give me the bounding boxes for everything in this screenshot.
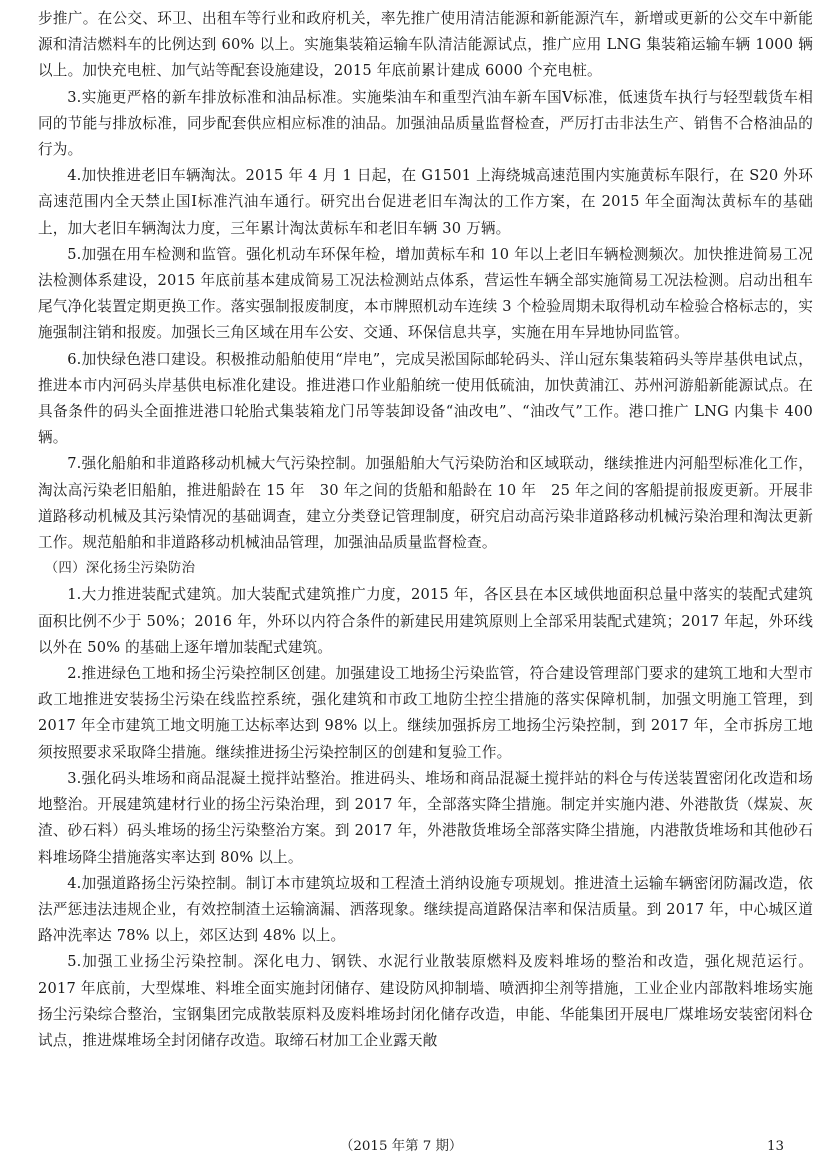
- section-heading-dust-control: （四）深化扬尘污染防治: [44, 561, 196, 577]
- paragraph-dock-yard-concrete: 3.强化码头堆场和商品混凝土搅拌站整治。推进码头、堆场和商品混凝土搅拌站的料仓与传送装置密闭化改造和场地整治。开展建筑建材行业的扬尘污染治理，到 2017 年，全部落实降尘措施。制定并实施内港、外港散货（煤炭、灰渣、砂石料）码头堆场的扬尘污染整治方案。到 2017 年，外港散货堆场全部落实降尘措施，内港散货堆场和其他砂石料堆场降尘措施落实率达到 80% 以上。: [38, 769, 813, 866]
- paragraph-in-use-vehicle-inspection: 5.加强在用车检测和监管。强化机动车环保年检，增加黄标车和 10 年以上老旧车辆检测频次。加快推进简易工况法检测体系建设，2015 年底前基本建成简易工况法检测站点体系，营运性车辆全部实施简易工况法检测。启动出租车尾气净化装置定期更换工作。落实强制报废制度，本市牌照机动车连续 3 个检验周期未取得机动车检验合格标志的，实施强制注销和报废。加强长三角区域在用车公安、交通、环保信息共享，实施在用车异地协同监管。: [38, 245, 813, 342]
- page-number: 13: [767, 1139, 785, 1154]
- issue-label: （2015 年第 7 期）: [340, 1139, 463, 1154]
- paragraph-old-vehicle-elimination: 4.加快推进老旧车辆淘汰。2015 年 4 月 1 日起，在 G1501 上海绕城高速范围内实施黄标车限行，在 S20 外环高速范围内全天禁止国Ⅰ标准汽油车通行。研究出台促进老旧车淘汰的工作方案，在 2015 年全面淘汰黄标车的基础上，加大老旧车辆淘汰力度，三年累计淘汰黄标车和老旧车辆 30 万辆。: [38, 167, 813, 237]
- paragraph-green-port: 6.加快绿色港口建设。积极推动船舶使用“岸电”，完成吴淞国际邮轮码头、洋山冠东集装箱码头等岸基供电试点，推进本市内河码头岸基供电标准化建设。推进港口作业船舶统一使用低硫油，加快黄浦江、苏州河游船新能源试点。在具备条件的码头全面推进港口轮胎式集装箱龙门吊等装卸设备“油改电”、“油改气”工作。港口推广 LNG 内集卡 400 辆。: [38, 350, 813, 447]
- paragraph-ship-machinery-control: 7.强化船舶和非道路移动机械大气污染控制。加强船舶大气污染防治和区域联动，继续推进内河船型标准化工作，淘汰高污染老旧船舶，推进船龄在 15 年 30 年之间的货船和船龄在 10 年 25 年之间的客船提前报废更新。开展非道路移动机械及其污染情况的基础调查，建立分类登记管理制度，研究启动高污染非道路移动机械污染治理和淘汰更新工作。规范船舶和非道路移动机械油品管理，加强油品质量监督检查。: [38, 455, 813, 552]
- page-footer: [0, 1136, 827, 1158]
- paragraph-road-dust-control: 4.加强道路扬尘污染控制。制订本市建筑垃圾和工程渣土消纳设施专项规划。推进渣土运输车辆密闭防漏改造，依法严惩违法违规企业，有效控制渣土运输滴漏、洒落现象。继续提高道路保洁率和保洁质量。到 2017 年，中心城区道路冲洗率达 78% 以上，郊区达到 48% 以上。: [38, 874, 813, 945]
- paragraph-prefab-buildings: 1.大力推进装配式建筑。加大装配式建筑推广力度，2015 年，各区县在本区域供地面积总量中落实的装配式建筑面积比例不少于 50%；2016 年，外环以内符合条件的新建民用建筑原则上全部采用装配式建筑；2017 年起，外环线以外在 50% 的基础上逐年增加装配式建筑。: [38, 586, 813, 656]
- paragraph-continuation: 步推广。在公交、环卫、出租车等行业和政府机关，率先推广使用清洁能源和新能源汽车，新增或更新的公交车中新能源和清洁燃料车的比例达到 60% 以上。实施集装箱运输车队清洁能源试点，推广应用 LNG 集装箱运输车辆 1000 辆以上。加快充电桩、加气站等配套设施建设，2015 年底前累计建成 6000 个充电桩。: [38, 10, 813, 80]
- paragraph-vehicle-emission-standards: 3.实施更严格的新车排放标准和油品标准。实施柴油车和重型汽油车新车国Ⅴ标准，低速货车执行与轻型载货车相同的节能与排放标准，同步配套供应相应标准的油品。加强油品质量监督检查，严厉打击非法生产、销售不合格油品的行为。: [38, 88, 813, 159]
- paragraph-green-construction-sites: 2.推进绿色工地和扬尘污染控制区创建。加强建设工地扬尘污染监管，符合建设管理部门要求的建筑工地和大型市政工地推进安装扬尘污染在线监控系统，强化建筑和市政工地防尘控尘措施的落实保障机制，加强文明施工管理，到 2017 年全市建筑工地文明施工达标率达到 98% 以上。继续加强拆房工地扬尘污染控制，到 2017 年，全市拆房工地须按照要求采取降尘措施。继续推进扬尘污染控制区的创建和复验工作。: [38, 665, 813, 761]
- paragraph-industrial-dust-control: 5.加强工业扬尘污染控制。深化电力、钢铁、水泥行业散装原燃料及废料堆场的整治和改造，强化规范运行。2017 年底前，大型煤堆、料堆全面实施封闭储存、建设防风抑制墙、喷洒抑尘剂等措施，工业企业内部散料堆场实施扬尘污染综合整治，宝钢集团完成散装原料及废料堆场封闭化储存改造，申能、华能集团开展电厂煤堆场安装密闭料仓试点，推进煤堆场全封闭储存改造。取缔石材加工企业露天敞: [38, 953, 813, 1049]
- document-page: [38, 6, 813, 1054]
